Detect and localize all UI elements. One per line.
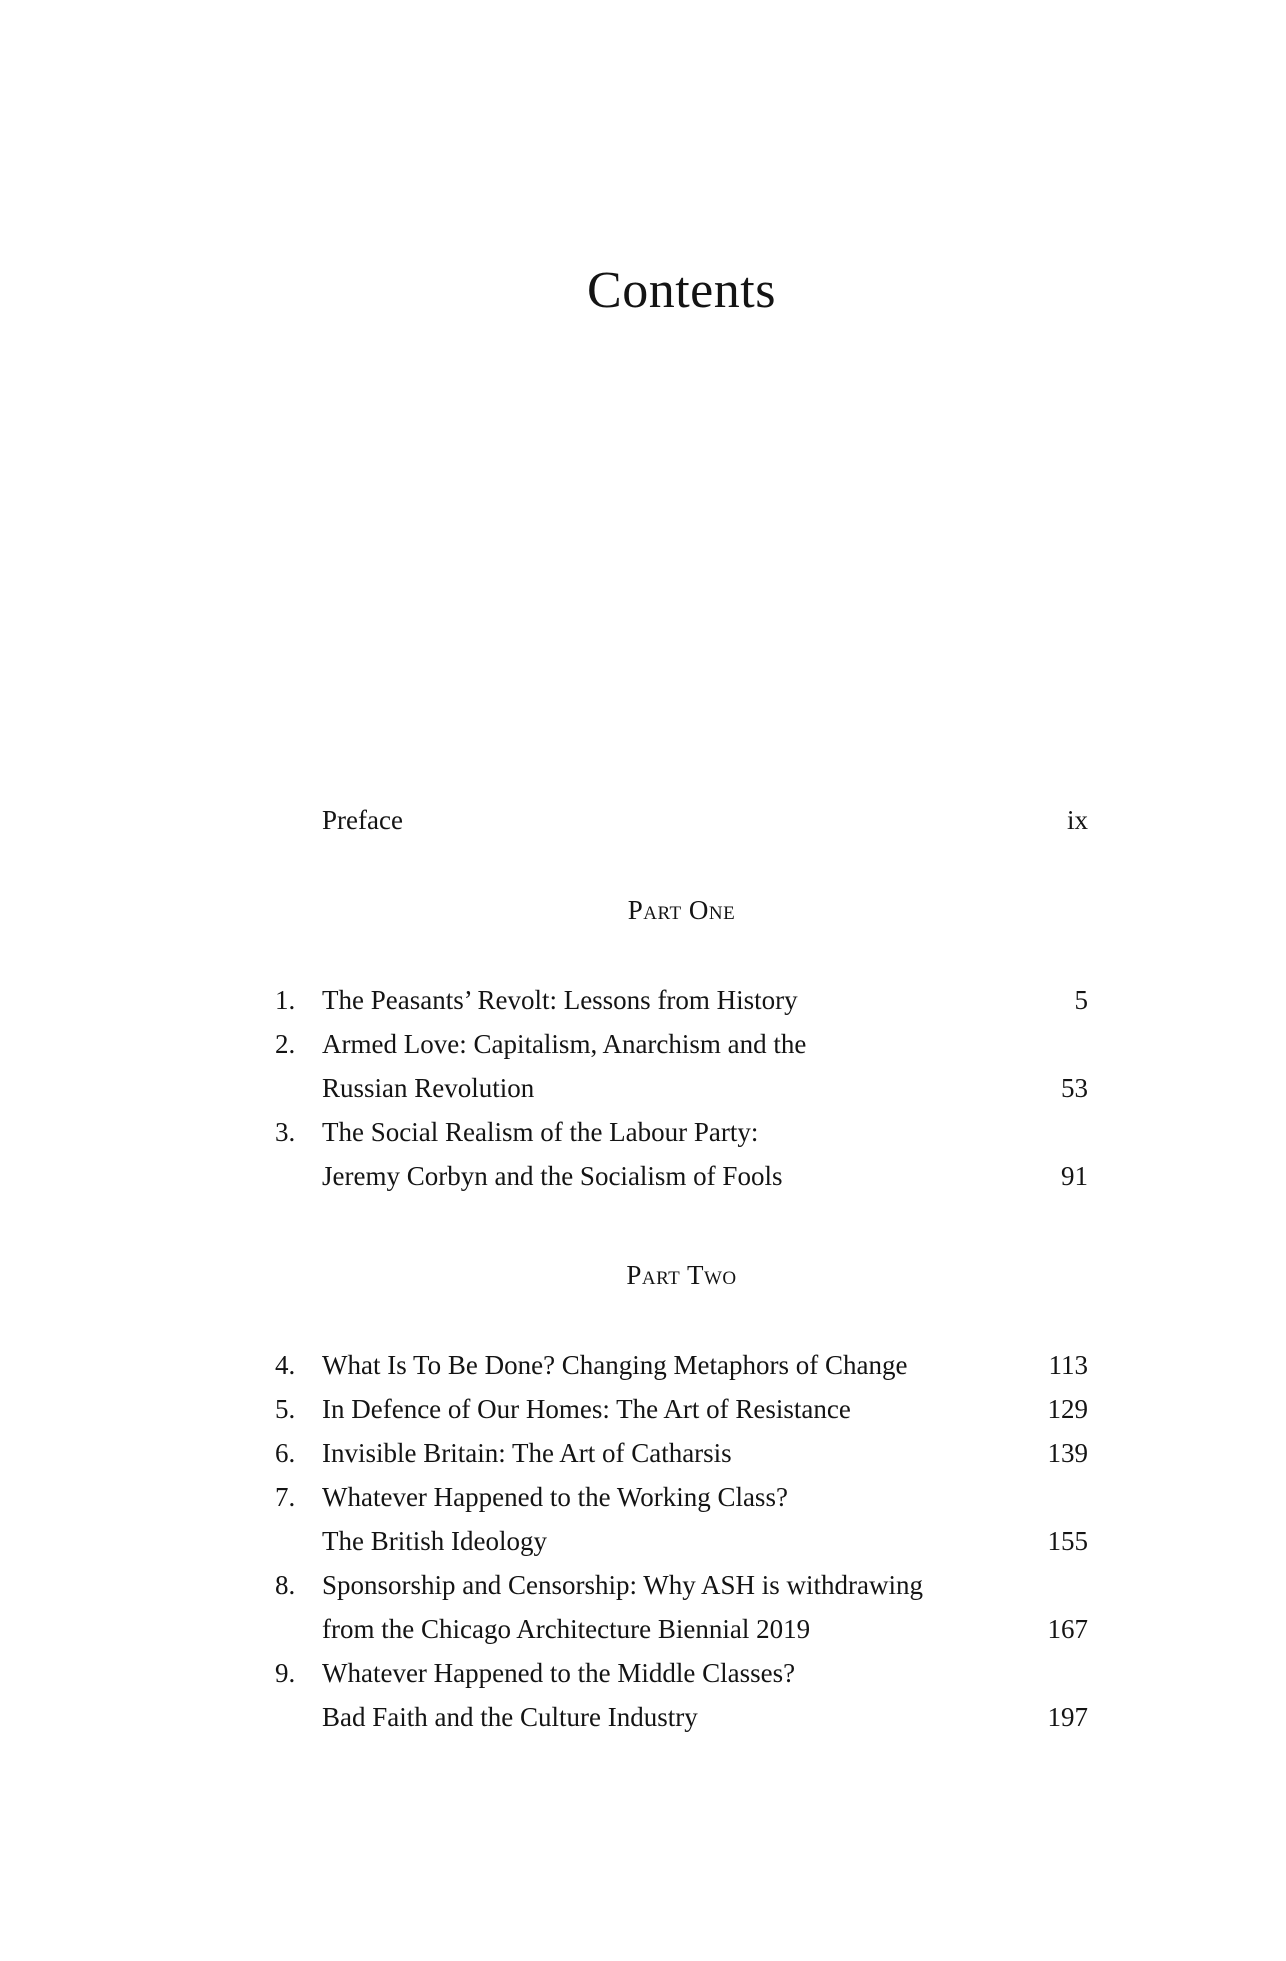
entry-page-number: 53 (1061, 1073, 1088, 1103)
entry-title: Invisible Britain: The Art of Catharsis (322, 1438, 732, 1468)
part-one-heading: Part One (627, 895, 736, 925)
entry-title-continuation: Jeremy Corbyn and the Socialism of Fools (322, 1161, 783, 1191)
part-one-entries (275, 978, 1088, 1198)
entry-number: 4. (275, 1350, 296, 1380)
entry-number-spacer (275, 1066, 322, 1110)
entry-page-number: 5 (1074, 985, 1088, 1015)
entry-title: Whatever Happened to the Middle Classes? (322, 1658, 796, 1688)
entry-number-spacer (275, 1695, 322, 1739)
toc-row-preface (275, 798, 1088, 842)
entry-number: 9. (275, 1658, 296, 1688)
toc-row-entry-3-line-1 (275, 1110, 1088, 1154)
page-title: Contents (587, 262, 776, 319)
toc-row-entry-8-line-2 (275, 1607, 1088, 1651)
part-two-entries (275, 1343, 1088, 1739)
toc-row-entry-2-line-2 (275, 1066, 1088, 1110)
entry-page-number: 167 (1047, 1614, 1088, 1644)
entry-number-spacer (275, 1607, 322, 1651)
toc-row-entry-9-line-1 (275, 1651, 1088, 1695)
entry-page-number: 91 (1061, 1161, 1088, 1191)
entry-title: Sponsorship and Censorship: Why ASH is withdrawing (322, 1570, 924, 1600)
toc-row-entry-2-line-1 (275, 1022, 1088, 1066)
entry-page-number: 197 (1047, 1702, 1088, 1732)
entry-number: 8. (275, 1570, 296, 1600)
entry-number: 1. (275, 985, 296, 1015)
entry-page-number: 139 (1047, 1438, 1088, 1468)
toc-row-entry-5 (275, 1387, 1088, 1431)
toc-row-entry-9-line-2 (275, 1695, 1088, 1739)
toc-row-entry-1 (275, 978, 1088, 1022)
entry-number: 2. (275, 1029, 296, 1059)
toc-row-entry-6 (275, 1431, 1088, 1475)
toc-row-entry-7-line-1 (275, 1475, 1088, 1519)
part-two-heading: Part Two (626, 1260, 737, 1290)
entry-page-number: 113 (1048, 1350, 1088, 1380)
entry-number-spacer (275, 1519, 322, 1563)
entry-number: 7. (275, 1482, 296, 1512)
entry-page-number: 155 (1047, 1526, 1088, 1556)
entry-title-continuation: from the Chicago Architecture Biennial 2019 (322, 1614, 811, 1644)
entry-title-continuation: Bad Faith and the Culture Industry (322, 1702, 698, 1732)
preface-label: Preface (322, 805, 403, 835)
toc-row-entry-4 (275, 1343, 1088, 1387)
toc-row-entry-7-line-2 (275, 1519, 1088, 1563)
entry-title: The Social Realism of the Labour Party: (322, 1117, 759, 1147)
toc-row-entry-3-line-2 (275, 1154, 1088, 1198)
entry-page-number: 129 (1047, 1394, 1088, 1424)
entry-number: 6. (275, 1438, 296, 1468)
toc-row-entry-8-line-1 (275, 1563, 1088, 1607)
entry-title-continuation: Russian Revolution (322, 1073, 535, 1103)
entry-number: 3. (275, 1117, 296, 1147)
entry-title: What Is To Be Done? Changing Metaphors of Change (322, 1350, 908, 1380)
entry-number-spacer (275, 1154, 322, 1198)
entry-title: The Peasants’ Revolt: Lessons from History (322, 985, 798, 1015)
entry-title: Whatever Happened to the Working Class? (322, 1482, 788, 1512)
preface-page-number: ix (1066, 805, 1088, 835)
entry-title: Armed Love: Capitalism, Anarchism and the (322, 1029, 807, 1059)
entry-number: 5. (275, 1394, 296, 1424)
contents-block (275, 262, 1088, 1739)
entry-title: In Defence of Our Homes: The Art of Resistance (322, 1394, 851, 1424)
entry-number-spacer (275, 798, 322, 842)
entry-title-continuation: The British Ideology (322, 1526, 547, 1556)
